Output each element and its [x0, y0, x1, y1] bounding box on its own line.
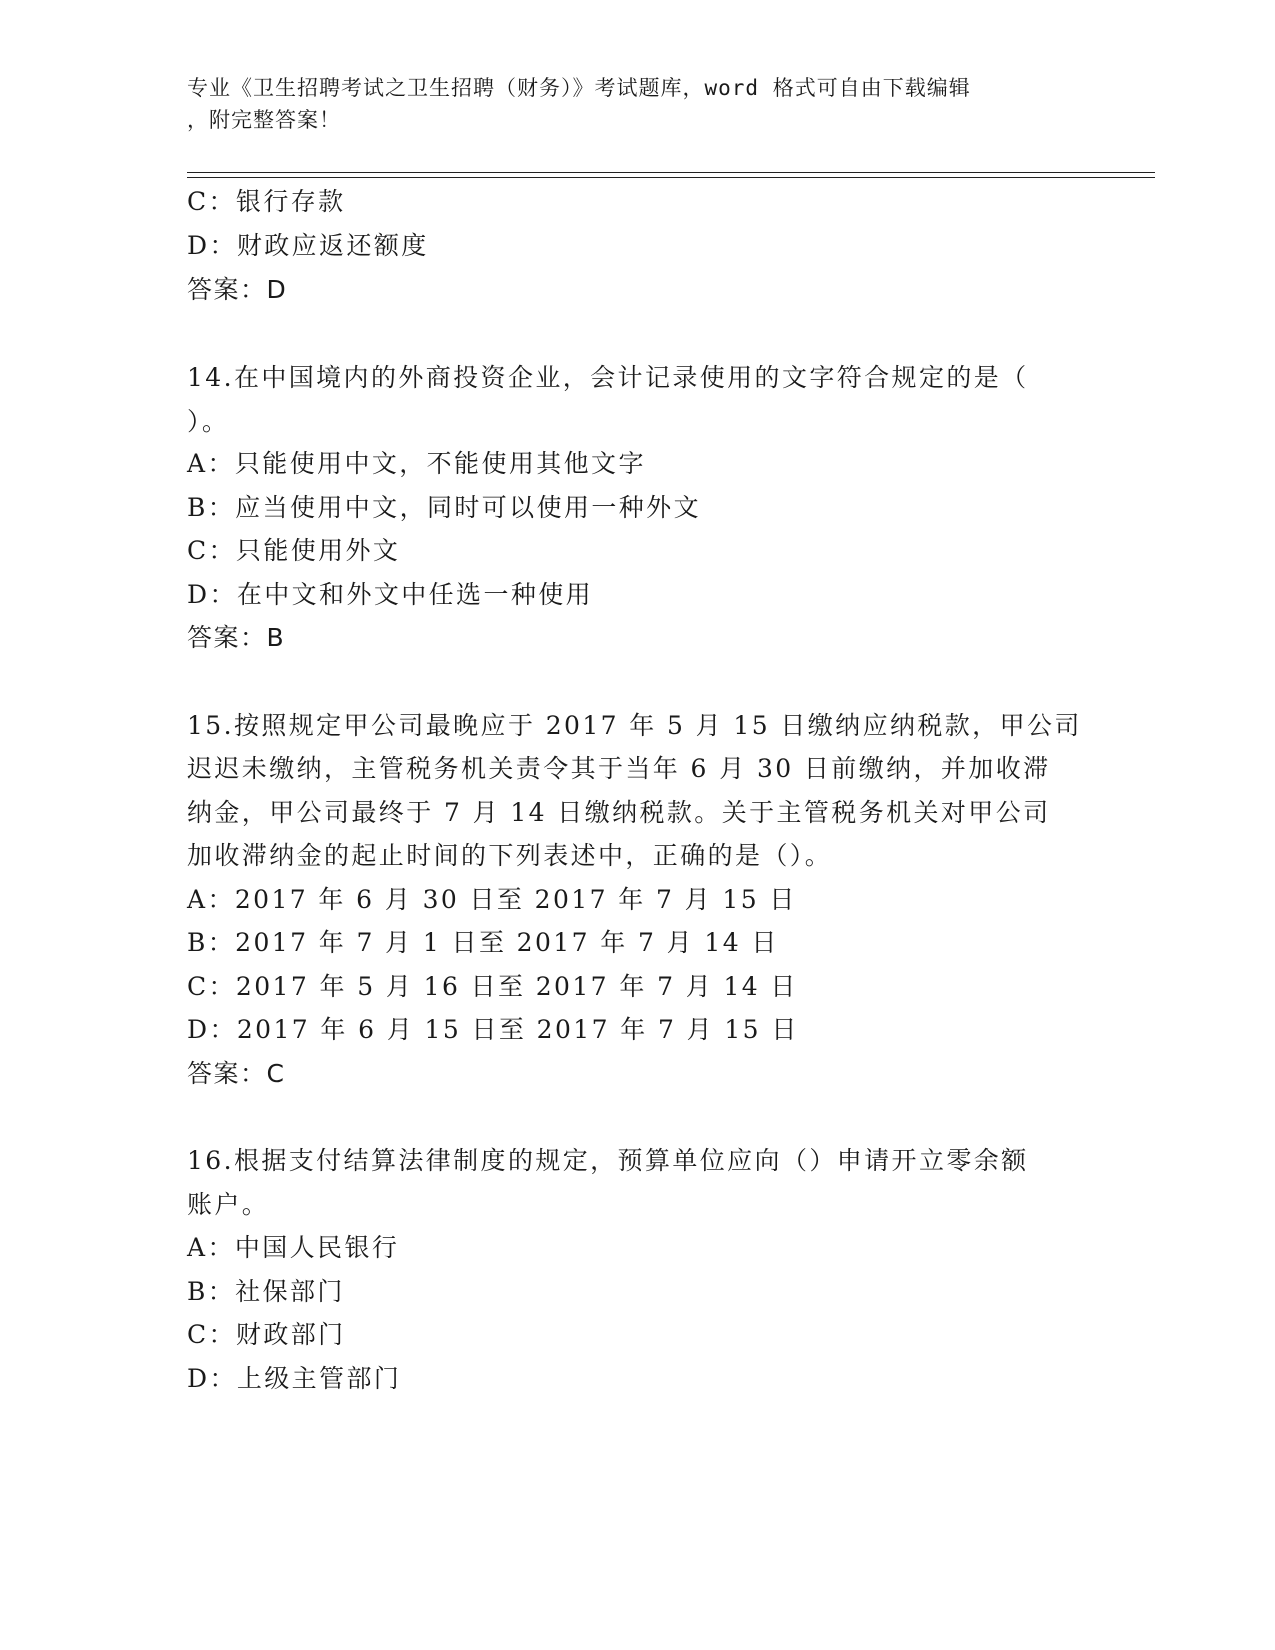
header-divider-top	[187, 172, 1155, 173]
prev-option-c: C：银行存款	[187, 187, 346, 216]
q16-stem-line-1: 16.根据支付结算法律制度的规定，预算单位应向（）申请开立零余额	[187, 1146, 1029, 1175]
q14-option-a: A：只能使用中文，不能使用其他文字	[187, 449, 646, 478]
q15-stem-line-2: 迟迟未缴纳，主管税务机关责令其于当年 6 月 30 日前缴纳，并加收滞	[187, 754, 1051, 783]
prev-option-d: D：财政应返还额度	[187, 231, 429, 260]
header-divider-bottom	[187, 177, 1155, 178]
q14-stem-line-1: 14.在中国境内的外商投资企业，会计记录使用的文字符合规定的是（	[187, 363, 1029, 392]
q15-option-c: C：2017 年 5 月 16 日至 2017 年 7 月 14 日	[187, 972, 798, 1001]
q16-option-b: B：社保部门	[187, 1277, 345, 1306]
prev-answer: 答案：D	[187, 275, 288, 304]
q16-stem-line-2: 账户。	[187, 1190, 270, 1219]
q15-option-d: D：2017 年 6 月 15 日至 2017 年 7 月 15 日	[187, 1015, 799, 1044]
header-title-line-2: ，附完整答案！	[187, 108, 341, 132]
q15-stem-line-3: 纳金，甲公司最终于 7 月 14 日缴纳税款。关于主管税务机关对甲公司	[187, 798, 1051, 827]
q14-stem-line-2: ）。	[187, 407, 230, 436]
q16-option-d: D：上级主管部门	[187, 1364, 402, 1393]
q14-option-d: D：在中文和外文中任选一种使用	[187, 580, 594, 609]
header-title-line-1: 专业《卫生招聘考试之卫生招聘（财务）》考试题库，word 格式可自由下载编辑	[187, 76, 971, 100]
q15-answer: 答案：C	[187, 1059, 286, 1088]
q16-option-c: C：财政部门	[187, 1320, 346, 1349]
q15-stem-line-4: 加收滞纳金的起止时间的下列表述中，正确的是（）。	[187, 841, 833, 870]
q14-answer: 答案：B	[187, 623, 286, 652]
q15-option-a: A：2017 年 6 月 30 日至 2017 年 7 月 15 日	[187, 885, 797, 914]
q15-option-b: B：2017 年 7 月 1 日至 2017 年 7 月 14 日	[187, 928, 779, 957]
q14-option-b: B：应当使用中文，同时可以使用一种外文	[187, 493, 701, 522]
q15-stem-line-1: 15.按照规定甲公司最晚应于 2017 年 5 月 15 日缴纳应纳税款，甲公司	[187, 711, 1082, 740]
q16-option-a: A：中国人民银行	[187, 1233, 400, 1262]
q14-option-c: C：只能使用外文	[187, 536, 401, 565]
